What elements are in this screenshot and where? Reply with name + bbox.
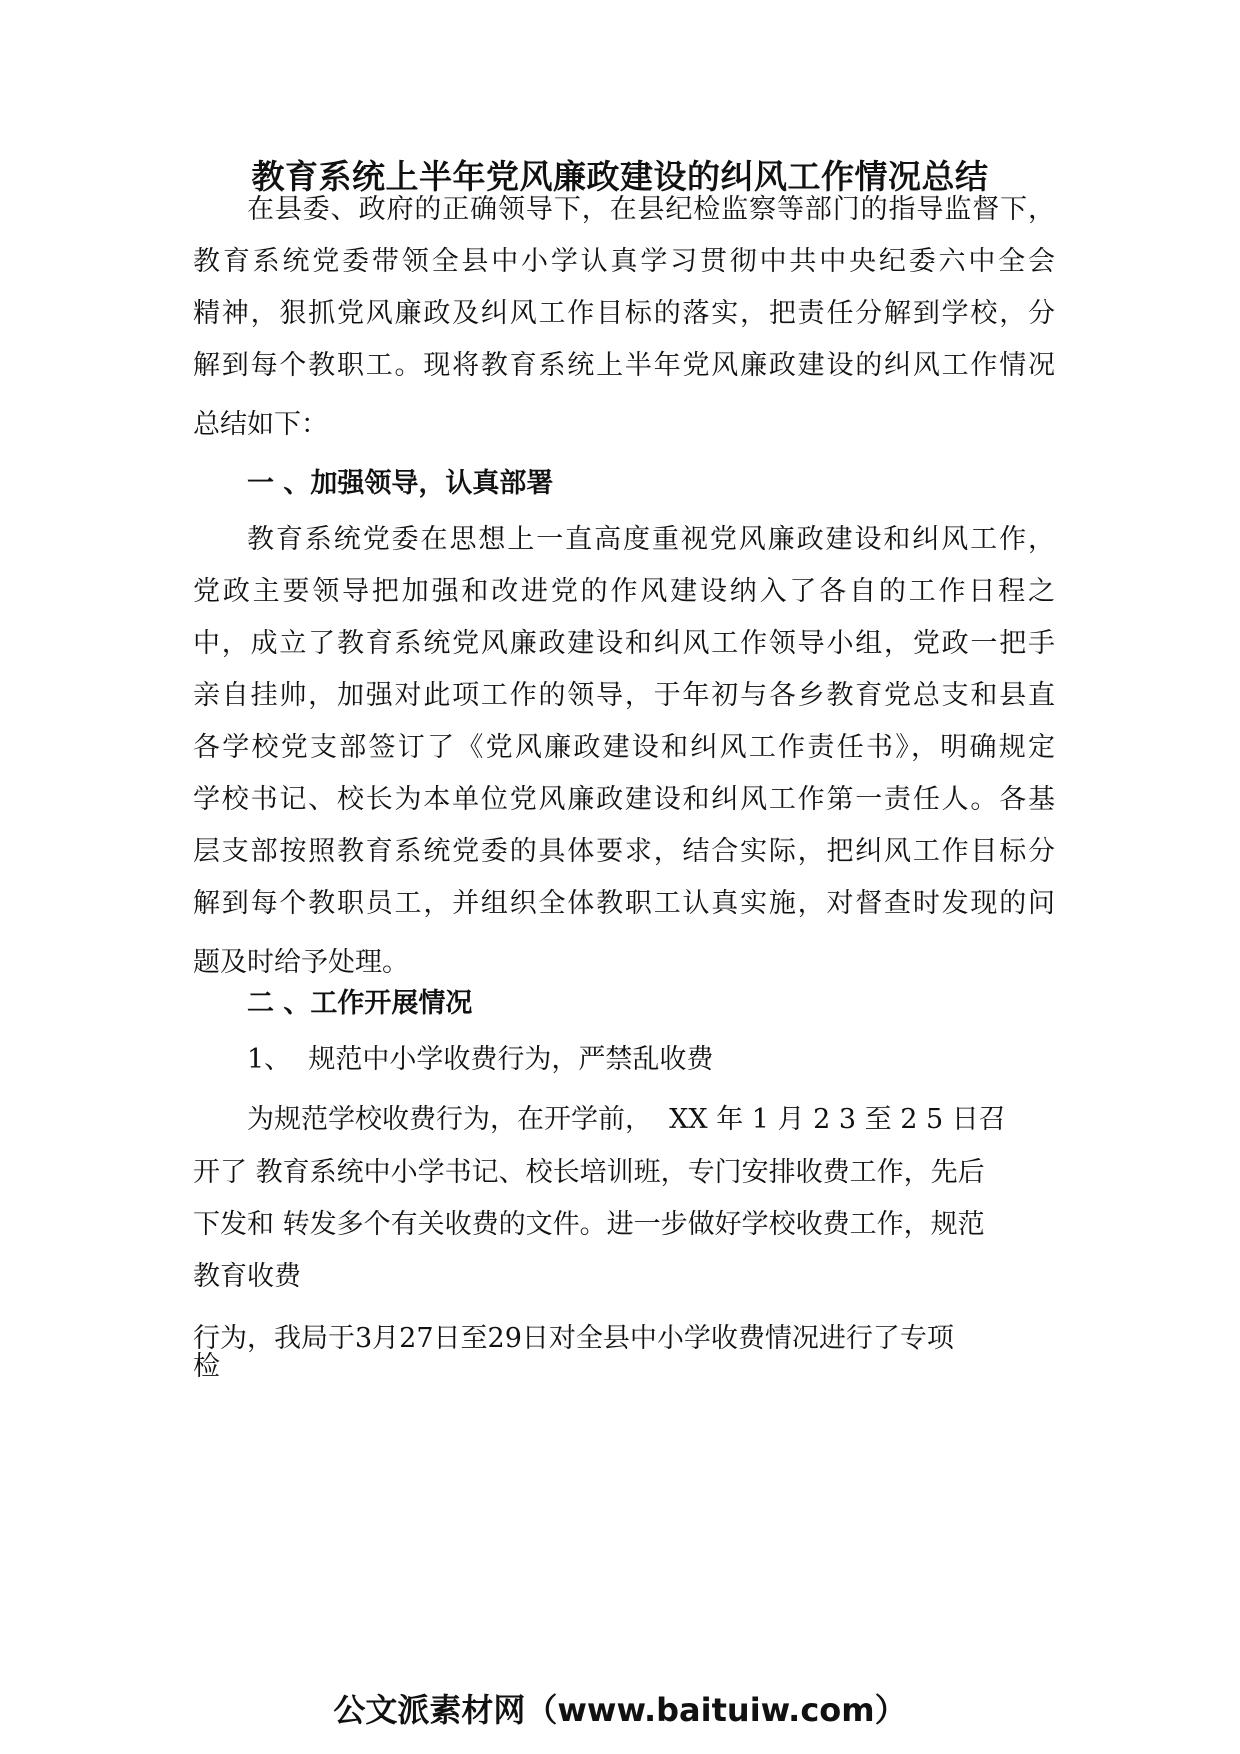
- section-heading-2: 二 、工作开展情况: [247, 988, 473, 1019]
- paragraph-line: 总结如下：: [193, 409, 328, 440]
- paragraph-line: 为规范学校收费行为，在开学前， XX 年 1 月 2 3 至 2 5 日召: [247, 1104, 1006, 1135]
- section-heading-1: 一 、加强领导，认真部署: [247, 468, 554, 499]
- paragraph-line: 精神，狠抓党风廉政及纠风工作目标的落实，把责任分解到学校，分: [193, 298, 1055, 329]
- paragraph-line: 层支部按照教育系统党委的具体要求，结合实际，把纠风工作目标分: [193, 836, 1055, 867]
- subheading-line: 1、 规范中小学收费行为，严禁乱收费: [247, 1044, 714, 1075]
- paragraph-line: 开了 教育系统中小学书记、校长培训班，专门安排收费工作，先后: [193, 1157, 985, 1188]
- paragraph-line: 行为，我局于3月27日至29日对全县中小学收费情况进行了专项: [193, 1323, 954, 1354]
- paragraph-line: 学校书记、校长为本单位党风廉政建设和纠风工作第一责任人。各基: [193, 784, 1055, 815]
- paragraph-line: 解到每个教职工。现将教育系统上半年党风廉政建设的纠风工作情况: [193, 350, 1055, 381]
- paragraph-line: 解到每个教职员工，并组织全体教职工认真实施，对督查时发现的问: [193, 888, 1055, 919]
- paragraph-line: 教育收费: [193, 1261, 301, 1292]
- paragraph-line: 党政主要领导把加强和改进党的作风建设纳入了各自的工作日程之: [193, 576, 1055, 607]
- paragraph-line: 中，成立了教育系统党风廉政建设和纠风工作领导小组，党政一把手: [193, 628, 1055, 659]
- watermark-footer: 公文派素材网（www.baituiw.com）: [333, 1691, 907, 1729]
- paragraph-line: 各学校党支部签订了《党风廉政建设和纠风工作责任书》，明确规定: [193, 732, 1055, 763]
- paragraph-line: 亲自挂帅，加强对此项工作的领导，于年初与各乡教育党总支和县直: [193, 680, 1055, 711]
- paragraph-line: 题及时给予处理。: [193, 947, 409, 978]
- paragraph-line: 检: [193, 1351, 220, 1382]
- paragraph-line: 教育系统党委在思想上一直高度重视党风廉政建设和纠风工作，: [247, 524, 1055, 555]
- paragraph-line: 下发和 转发多个有关收费的文件。进一步做好学校收费工作，规范: [193, 1209, 985, 1240]
- paragraph-line: 教育系统党委带领全县中小学认真学习贯彻中共中央纪委六中全会: [193, 246, 1055, 277]
- paragraph-line: 在县委、政府的正确领导下，在县纪检监察等部门的指导监督下，: [247, 194, 1055, 225]
- document-title: 教育系统上半年党风廉政建设的纠风工作情况总结: [251, 157, 989, 196]
